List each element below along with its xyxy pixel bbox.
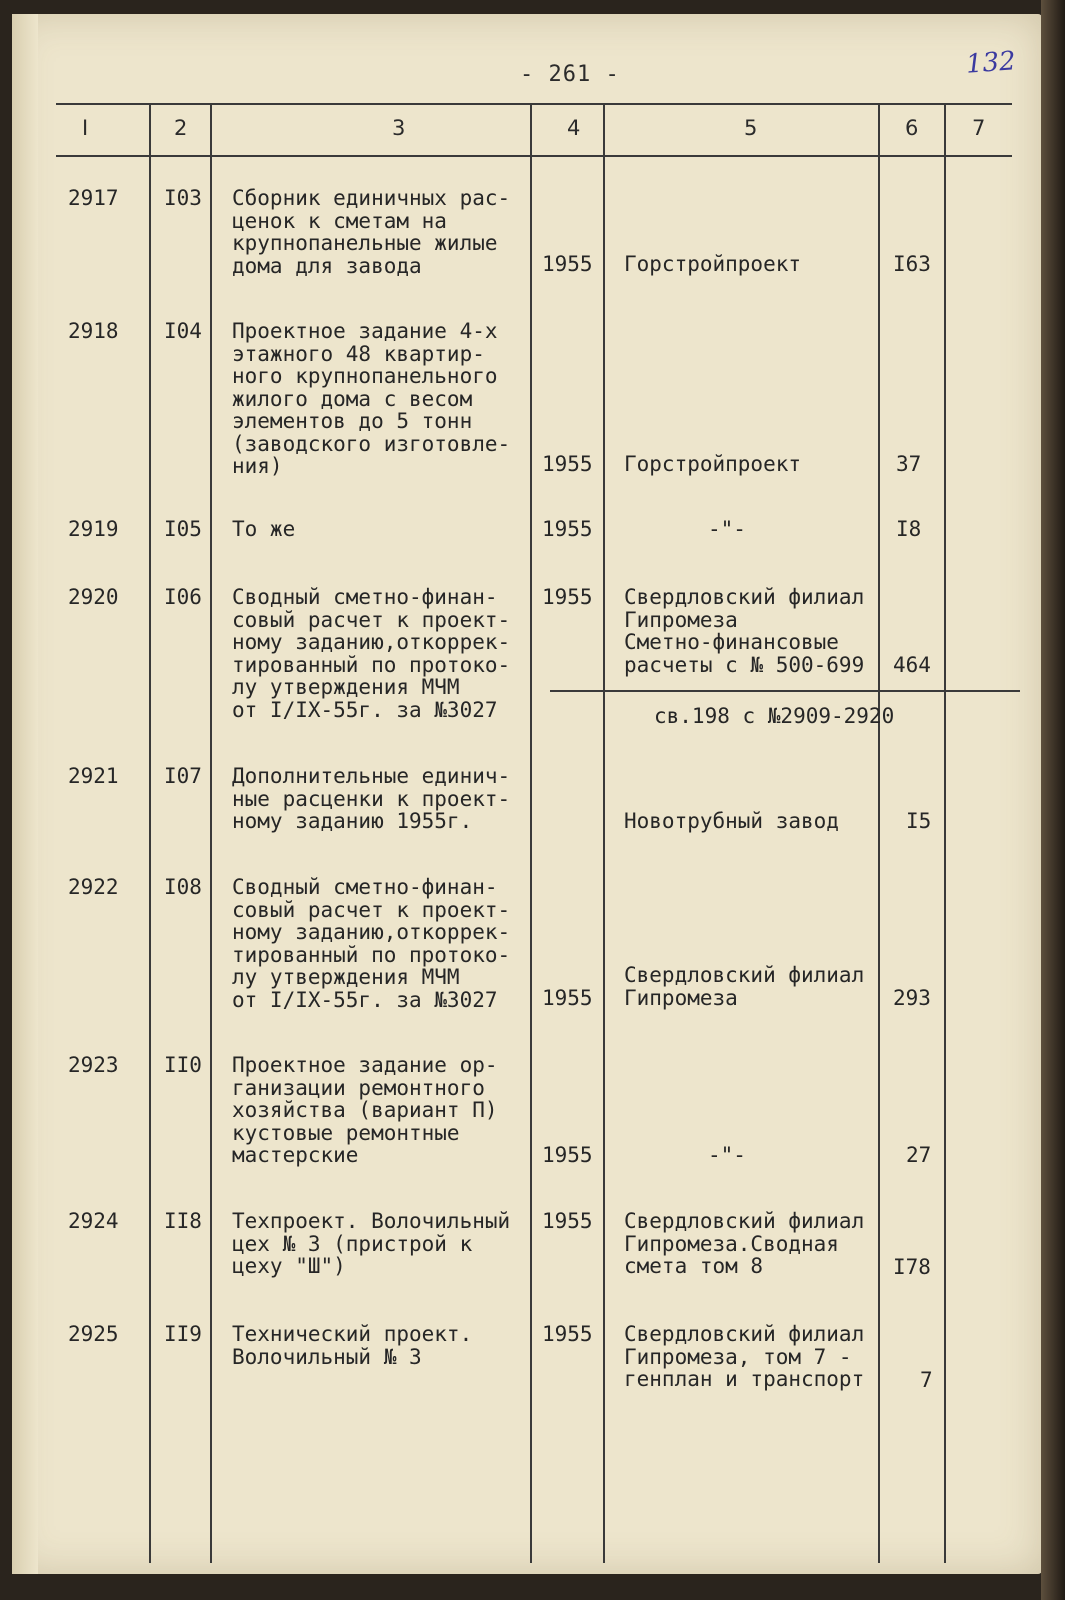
row-number: 2925 [68, 1322, 119, 1346]
column-divider [603, 103, 605, 1563]
column-header: 4 [567, 116, 581, 140]
subtotal-note: св.198 с №2909-2920 [654, 704, 895, 728]
subtotal-rule [550, 690, 1020, 692]
row-title: Дополнительные единич- ные расценки к проект- ному заданию 1955г. [232, 764, 511, 833]
column-divider [878, 103, 880, 1563]
row-sheets: I8 [896, 517, 922, 541]
row-code: II8 [164, 1209, 202, 1233]
row-code: I08 [164, 875, 202, 899]
row-year: 1955 [542, 585, 593, 609]
row-title: То же [232, 517, 296, 541]
row-title: Сводный сметно-финан- совый расчет к проект- ному заданию,откоррек- тированный по протоко- лу утверждения МЧМ от I/IX-55г. за №3027 [232, 875, 511, 1012]
column-divider [210, 103, 212, 1563]
row-number: 2917 [68, 186, 119, 210]
row-number: 2919 [68, 517, 119, 541]
row-title: Проектное задание ор- ганизации ремонтного хозяйства (вариант П) кустовые ремонтные мастерские [232, 1053, 498, 1167]
row-sheets: 7 [920, 1368, 933, 1392]
row-sheets: 27 [906, 1143, 932, 1167]
page-edge [1041, 0, 1065, 1600]
row-year: 1955 [542, 1143, 593, 1167]
row-title: Техпроект. Волочильный цех № 3 (пристрой к цеху "Ш") [232, 1209, 511, 1278]
row-organization: Новотрубный завод [624, 809, 839, 833]
row-sheets: I63 [893, 252, 931, 276]
column-divider [530, 103, 532, 1563]
column-header: 7 [972, 116, 986, 140]
row-code: II0 [164, 1053, 202, 1077]
row-code: I06 [164, 585, 202, 609]
row-code: I04 [164, 319, 202, 343]
row-sheets: 37 [896, 452, 922, 476]
row-title: Сводный сметно-финан- совый расчет к проект- ному заданию,откоррек- тированный по протоко- лу утверждения МЧМ от I/IX-55г. за №3027 [232, 585, 511, 722]
row-number: 2923 [68, 1053, 119, 1077]
row-year: 1955 [542, 252, 593, 276]
row-code: I03 [164, 186, 202, 210]
row-code: I05 [164, 517, 202, 541]
row-organization: Горстройпроект [624, 452, 802, 476]
table-top-rule [56, 103, 1012, 105]
row-number: 2921 [68, 764, 119, 788]
row-organization: -"- [708, 517, 746, 541]
row-number: 2918 [68, 319, 119, 343]
row-year: 1955 [542, 452, 593, 476]
row-organization: Свердловский филиал Гипромеза, том 7 - генплан и транспорт [624, 1322, 865, 1391]
row-number: 2922 [68, 875, 119, 899]
row-code: I07 [164, 764, 202, 788]
page-number: - 261 - [520, 62, 620, 87]
row-number: 2920 [68, 585, 119, 609]
row-year: 1955 [542, 517, 593, 541]
row-sheets: I78 [893, 1255, 931, 1279]
row-year: 1955 [542, 1209, 593, 1233]
header-bottom-rule [56, 155, 1012, 157]
row-organization: -"- [708, 1143, 746, 1167]
row-year: 1955 [542, 986, 593, 1010]
row-organization: Горстройпроект [624, 252, 802, 276]
archive-folio-number: 132 [965, 46, 1017, 80]
column-header: 5 [744, 116, 758, 140]
column-divider [944, 103, 946, 1563]
row-title: Сборник единичных рас- ценок к сметам на крупнопанельные жилые дома для завода [232, 186, 511, 278]
row-title: Проектное задание 4-х этажного 48 квартир- ного крупнопанельного жилого дома с весом элементов до 5 тонн (заводского изготовле- ния) [232, 319, 511, 478]
column-divider [149, 103, 151, 1563]
page-binding [12, 14, 38, 1574]
row-sheets: 464 [893, 653, 931, 677]
column-header: I [82, 116, 89, 140]
row-sheets: I5 [906, 809, 932, 833]
row-number: 2924 [68, 1209, 119, 1233]
row-code: II9 [164, 1322, 202, 1346]
column-header: 2 [174, 116, 188, 140]
row-organization: Свердловский филиал Гипромеза.Сводная смета том 8 [624, 1209, 865, 1278]
row-year: 1955 [542, 1322, 593, 1346]
column-header: 6 [905, 116, 919, 140]
row-organization: Свердловский филиал Гипромеза Сметно-финансовые расчеты с № 500-699 [624, 585, 865, 677]
row-sheets: 293 [893, 986, 931, 1010]
row-organization: Свердловский филиал Гипромеза [624, 963, 865, 1010]
column-header: 3 [392, 116, 406, 140]
row-title: Технический проект. Волочильный № 3 [232, 1322, 473, 1369]
